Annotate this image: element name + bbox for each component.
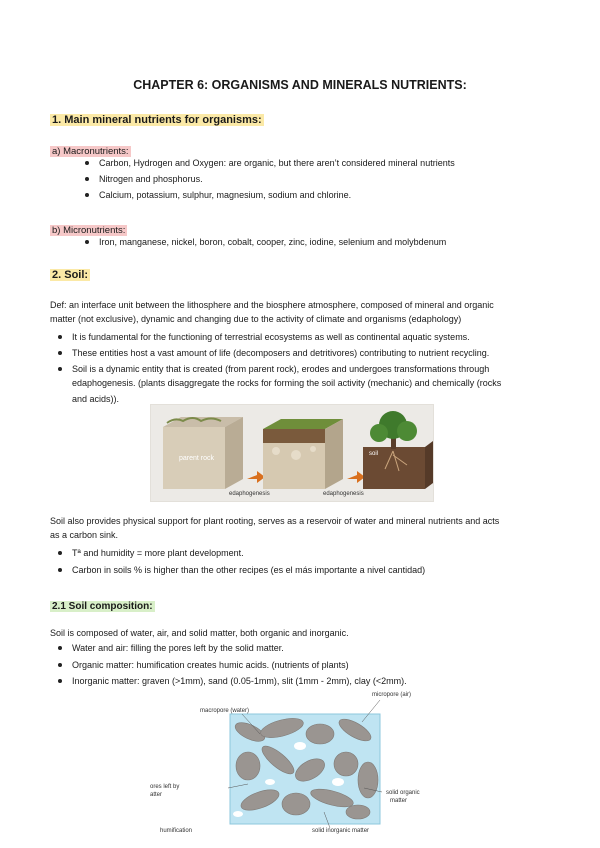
soil-bullet: These entities host a vast amount of life (decomposers and detritivores) contributing to nutrient recycling. xyxy=(58,346,489,360)
edaphogenesis-figure xyxy=(150,404,434,502)
edaphogenesis-label-2: edaphogenesis xyxy=(323,491,364,497)
parent-rock-label: parent rock xyxy=(179,455,215,462)
micropore-label: micropore (air) xyxy=(372,692,412,698)
page-title: CHAPTER 6: ORGANISMS AND MINERALS NUTRIENTS: xyxy=(133,78,467,92)
edaphogenesis-label-1: edaphogenesis xyxy=(229,491,270,497)
organic-matter-label-2: matter xyxy=(390,798,408,804)
composition-bullet: Water and air: filling the pores left by the solid matter. xyxy=(58,641,284,655)
pores-left-label-2: atter xyxy=(150,792,163,798)
edaphogenesis-illustration xyxy=(151,405,433,501)
composition-bullet: Organic matter: humification creates humic acids. (nutrients of plants) xyxy=(58,658,349,672)
composition-bullet: Inorganic matter: graven (>1mm), sand (0.05-1mm), slit (1mm - 2mm), clay (<2mm). xyxy=(58,674,407,688)
bullet-icon xyxy=(85,161,89,165)
tree-icon xyxy=(397,421,417,441)
block2-side xyxy=(325,419,343,489)
stone xyxy=(272,447,280,455)
bullet-icon xyxy=(58,351,62,355)
soil-bullet: Carbon in soils % is higher than the other recipes (es el más importante a nivel cantidad) xyxy=(58,563,425,577)
composition-intro: Soil is composed of water, air, and solid matter, both organic and inorganic. xyxy=(50,628,349,638)
inorganic-matter-label: solid inorganic matter xyxy=(312,828,370,834)
bullet-icon xyxy=(58,367,62,371)
macronutrients-label: a) Macronutrients: xyxy=(52,146,129,157)
section-2-heading: 2. Soil: xyxy=(52,269,89,281)
bullet-icon xyxy=(58,646,62,650)
macro-item: Calcium, potassium, sulphur, magnesium, sodium and chlorine. xyxy=(85,188,351,202)
tree-icon xyxy=(370,424,388,442)
soil-bullet: Soil is a dynamic entity that is created (from parent rock), erodes and undergoes transformations through xyxy=(58,362,489,376)
arrow-icon xyxy=(247,471,265,483)
bullet-icon xyxy=(85,193,89,197)
section-1-heading: 1. Main mineral nutrients for organisms: xyxy=(52,114,262,126)
stone xyxy=(291,450,301,460)
soil-pores-illustration xyxy=(150,688,432,840)
section-2-1-heading: 2.1 Soil composition: xyxy=(52,601,153,612)
soil-bullet: It is fundamental for the functioning of terrestrial ecosystems as well as continental aquatic systems. xyxy=(58,330,470,344)
bullet-icon xyxy=(85,177,89,181)
humification-label: humification xyxy=(160,828,193,834)
macro-item: Carbon, Hydrogen and Oxygen: are organic, but there aren’t considered mineral nutrients xyxy=(85,156,455,170)
bullet-icon xyxy=(85,240,89,244)
stone xyxy=(310,446,316,452)
micronutrients-label: b) Micronutrients: xyxy=(52,225,126,236)
micro-item: Iron, manganese, nickel, boron, cobalt, cooper, zinc, iodine, selenium and molybdenum xyxy=(85,235,446,249)
macro-item: Nitrogen and phosphorus. xyxy=(85,172,203,186)
block3-side xyxy=(425,441,433,489)
soil-paragraph: Soil also provides physical support for plant rooting, serves as a reservoir of water and mineral nutrients and acts as a carbon sink. xyxy=(50,516,500,540)
topsoil-layer xyxy=(263,429,325,443)
bullet-icon xyxy=(58,568,62,572)
arrow-icon xyxy=(347,471,365,483)
organic-matter-label-1: solid organic xyxy=(386,790,420,796)
soil-bullet-continuation: and acids)). xyxy=(72,394,120,404)
soil-label: soil xyxy=(369,451,379,457)
bullet-icon xyxy=(58,551,62,555)
bullet-icon xyxy=(58,679,62,683)
bullet-icon xyxy=(58,335,62,339)
pores-left-label-1: ores left by xyxy=(150,784,180,790)
rock-side xyxy=(225,417,243,489)
macropore-label: macropore (water) xyxy=(200,708,250,714)
soil-bullet-continuation: edaphogenesis. (plants disaggregate the rocks for forming the soil activity (mechanic) and chemically (rocks xyxy=(72,378,502,388)
soil-bullet: Tª and humidity = more plant development. xyxy=(58,546,244,560)
soil-composition-figure xyxy=(150,688,432,840)
bullet-icon xyxy=(58,663,62,667)
soil-definition: Def: an interface unit between the lithosphere and the biosphere atmosphere, composed of mineral and organic matter (not exclusive), dynamic and changing due to the activity of climate and organisms (edaphology) xyxy=(50,300,494,324)
